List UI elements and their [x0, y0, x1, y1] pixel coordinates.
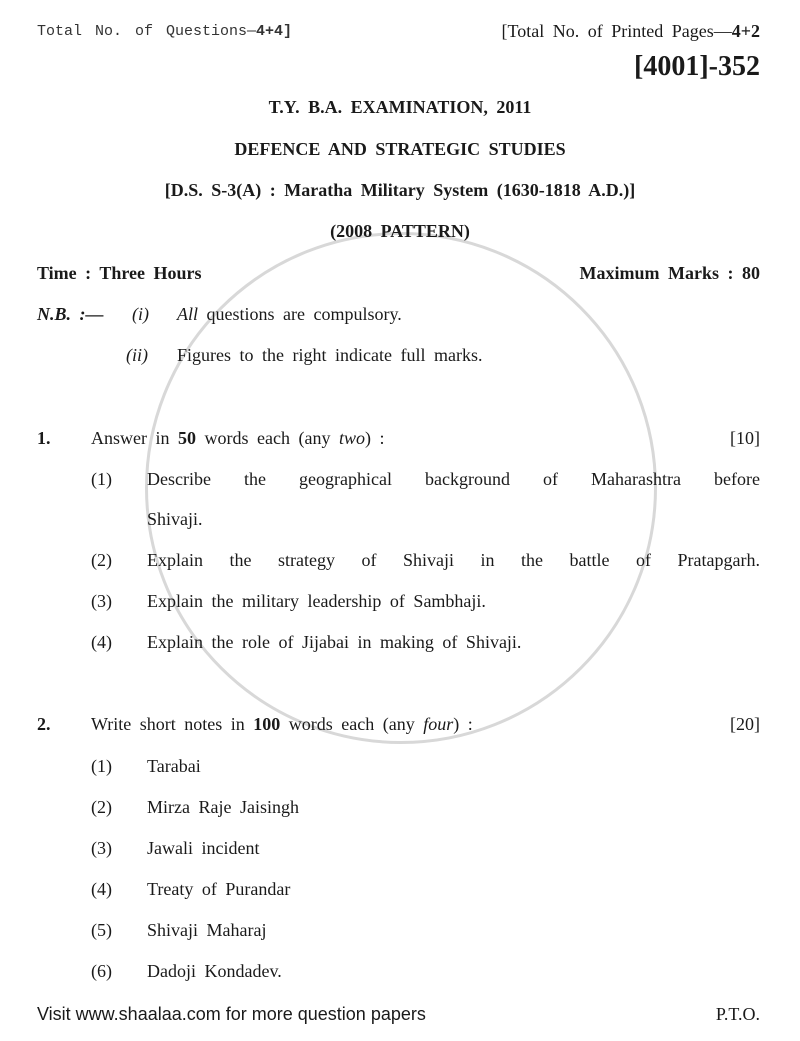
total-pages — [502, 20, 760, 42]
stem-mid: words each (any — [204, 428, 331, 448]
stem-pre: Write short notes in — [91, 714, 245, 734]
question-marks: [10] — [730, 428, 760, 448]
pto: P.T.O. — [715, 1004, 760, 1024]
item-num: (4) — [91, 632, 112, 652]
subject-title: DEFENCE AND STRATEGIC STUDIES — [234, 139, 566, 159]
stem-mid: words each (any — [288, 714, 415, 734]
max-marks: Maximum Marks : 80 — [579, 263, 760, 283]
item-num: (4) — [91, 879, 112, 899]
stem-pre: Answer in — [91, 428, 170, 448]
item-num: (2) — [91, 797, 112, 817]
exam-title: T.Y. B.A. EXAMINATION, 2011 — [268, 97, 532, 117]
total-questions — [37, 21, 292, 43]
item-num: (3) — [91, 591, 112, 611]
item-text: Dadoji Kondadev. — [147, 961, 282, 981]
nb-em: All — [177, 304, 198, 324]
pattern-title: (2008 PATTERN) — [330, 221, 470, 241]
nb-text — [177, 303, 402, 325]
item-num: (1) — [91, 756, 112, 776]
question-stem — [91, 427, 384, 449]
stem-em: four — [423, 714, 454, 734]
paper-code: [4001]-352 — [634, 51, 760, 82]
item-text: Tarabai — [147, 756, 201, 776]
nb-text-rest: questions are compulsory. — [206, 304, 402, 324]
nb-label: N.B. :— — [37, 304, 104, 324]
item-num: (2) — [91, 550, 112, 570]
item-text: Explain the military leadership of Sambhaji. — [147, 591, 486, 611]
item-num: (1) — [91, 469, 112, 489]
pages-label: [Total No. of Printed Pages— — [501, 21, 732, 41]
item-num: (3) — [91, 838, 112, 858]
item-text: Treaty of Purandar — [147, 879, 291, 899]
stem-count: 100 — [253, 714, 281, 734]
stem-em: two — [338, 428, 365, 448]
nb-num: (ii) — [126, 345, 148, 365]
question-marks: [20] — [730, 714, 760, 734]
questions-value: 4+4] — [256, 23, 293, 40]
stem-post: ) : — [364, 428, 385, 448]
stem-count: 50 — [178, 428, 196, 448]
nb-text: Figures to the right indicate full marks. — [177, 345, 483, 365]
item-num: (6) — [91, 961, 112, 981]
item-text: Jawali incident — [147, 838, 260, 858]
time: Time : Three Hours — [37, 263, 202, 283]
footer-visit-link[interactable]: Visit www.shaalaa.com for more question papers — [37, 1004, 426, 1024]
question-stem — [91, 713, 473, 735]
item-text: Describe the geographical background of Maharashtra before — [147, 469, 760, 489]
item-num: (5) — [91, 920, 112, 940]
pages-value: 4+2 — [731, 21, 760, 41]
item-text: Explain the strategy of Shivaji in the battle of Pratapgarh. — [147, 550, 760, 570]
item-text-cont: Shivaji. — [147, 509, 203, 529]
item-text: Shivaji Maharaj — [147, 920, 267, 940]
item-text: Explain the role of Jijabai in making of Shivaji. — [147, 632, 522, 652]
stem-post: ) : — [453, 714, 473, 734]
questions-label: Total No. of Questions— — [37, 23, 257, 40]
item-text: Mirza Raje Jaisingh — [147, 797, 299, 817]
question-number: 2. — [37, 714, 51, 734]
paper-title: [D.S. S-3(A) : Maratha Military System (1630-1818 A.D.)] — [164, 180, 636, 200]
nb-num: (i) — [132, 304, 149, 324]
question-number: 1. — [37, 428, 51, 448]
